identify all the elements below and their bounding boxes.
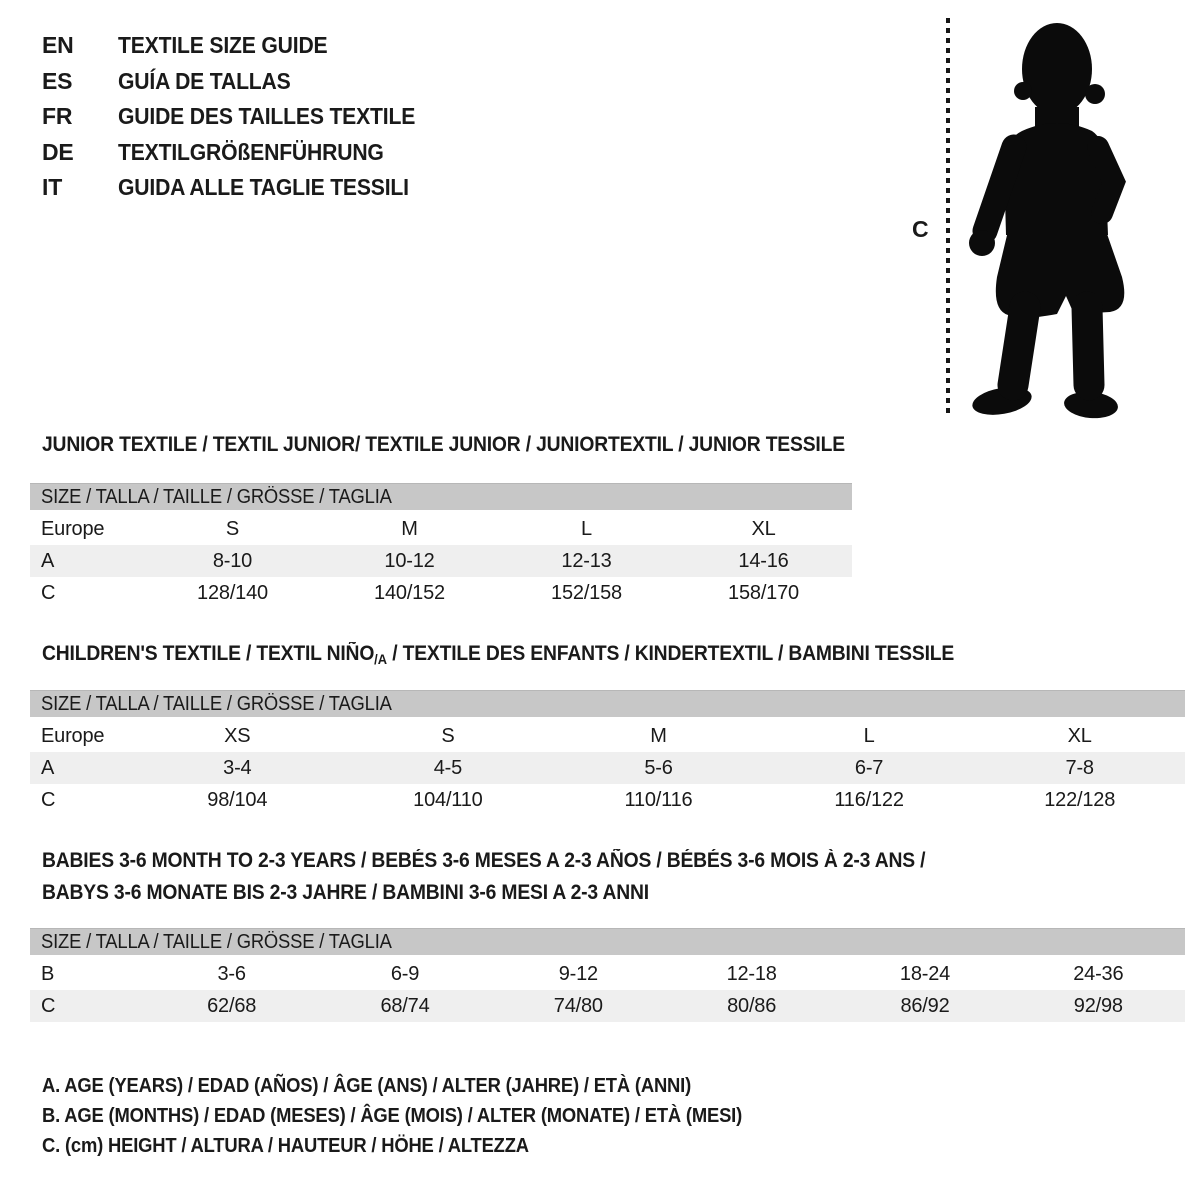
table-cell: 110/116: [624, 788, 693, 811]
table-cell: 7-8: [1065, 756, 1094, 779]
row-label: A: [41, 549, 55, 572]
legend-row: A. AGE (YEARS) / EDAD (AÑOS) / ÂGE (ANS) / ALTER (JAHRE) / ETÀ (ANNI): [42, 1074, 692, 1097]
table-cell: S: [225, 517, 240, 540]
table-cell: 6-7: [854, 756, 884, 779]
table-row-b: [30, 958, 1185, 990]
language-row: [42, 28, 441, 64]
table-cell: M: [401, 517, 418, 540]
table-cell: XL: [1067, 724, 1092, 747]
language-code: FR: [42, 103, 73, 130]
table-cell: L: [863, 724, 875, 747]
language-code: EN: [42, 32, 74, 59]
children-size-table: [30, 690, 1185, 816]
language-title-list: [42, 28, 441, 206]
table-cell: 9-12: [558, 962, 598, 985]
toddler-silhouette-icon: [962, 18, 1142, 420]
table-cell: 24-36: [1073, 962, 1124, 985]
table-cell: 68/74: [380, 994, 430, 1017]
table-cell: M: [650, 724, 667, 747]
table-cell: 62/68: [207, 994, 257, 1017]
table-cell: 104/110: [413, 788, 483, 811]
legend-row: B. AGE (MONTHS) / EDAD (MESES) / ÂGE (MOIS) / ALTER (MONATE) / ETÀ (MESI): [42, 1104, 743, 1127]
language-row: [42, 99, 441, 135]
table-cell: 6-9: [390, 962, 420, 985]
language-guide-title: GUIDA ALLE TAGLIE TESSILI: [118, 174, 409, 201]
table-cell: 86/92: [900, 994, 950, 1017]
row-label: C: [41, 788, 56, 811]
table-cell: 8-10: [212, 549, 253, 572]
table-row-c: [30, 577, 852, 609]
table-cell: 140/152: [374, 581, 445, 604]
language-row: [42, 135, 441, 171]
table-row-europe: [30, 720, 1185, 752]
table-cell: 98/104: [207, 788, 268, 811]
table-cell: 128/140: [197, 581, 268, 604]
table-cell: XL: [751, 517, 776, 540]
table-cell: S: [441, 724, 455, 747]
table-cell: 122/128: [1044, 788, 1116, 811]
legend-row: C. (cm) HEIGHT / ALTURA / HAUTEUR / HÖHE / ALTEZZA: [42, 1134, 529, 1157]
language-code: IT: [42, 174, 63, 201]
table-cell: 5-6: [644, 756, 673, 779]
babies-section-heading-line2: BABYS 3-6 MONATE BIS 2-3 JAHRE / BAMBINI 3-6 MESI A 2-3 ANNI: [42, 881, 649, 904]
row-label: B: [41, 962, 55, 985]
size-header-bar: SIZE / TALLA / TAILLE / GRÖSSE / TAGLIA: [30, 928, 1185, 955]
table-cell: L: [581, 517, 592, 540]
table-row-a: [30, 545, 852, 577]
table-cell: 12-18: [726, 962, 777, 985]
table-cell: 3-4: [223, 756, 252, 779]
figure-c-label: C: [912, 216, 929, 242]
language-code: DE: [42, 138, 74, 165]
table-cell: 158/170: [728, 581, 799, 604]
language-guide-title: GUIDE DES TAILLES TEXTILE: [118, 103, 416, 130]
nino-a-subscript: /A: [374, 651, 388, 667]
table-cell: 92/98: [1073, 994, 1123, 1017]
table-row-c: [30, 990, 1185, 1022]
junior-size-table: [30, 483, 852, 609]
table-cell: 74/80: [553, 994, 603, 1017]
table-row-a: [30, 752, 1185, 784]
row-label: C: [41, 994, 56, 1017]
row-label: Europe: [41, 724, 105, 747]
row-label: C: [41, 581, 56, 604]
table-row-c: [30, 784, 1185, 816]
row-label: Europe: [41, 517, 105, 540]
junior-section-heading: JUNIOR TEXTILE / TEXTIL JUNIOR/ TEXTILE JUNIOR / JUNIORTEXTIL / JUNIOR TESSILE: [42, 433, 845, 456]
table-cell: 12-13: [561, 549, 612, 572]
table-cell: 10-12: [384, 549, 435, 572]
language-row: [42, 64, 441, 100]
size-header-bar: SIZE / TALLA / TAILLE / GRÖSSE / TAGLIA: [30, 690, 1185, 717]
table-cell: 18-24: [899, 962, 951, 985]
table-cell: 4-5: [433, 756, 463, 779]
language-row: [42, 170, 441, 206]
table-row-europe: [30, 513, 852, 545]
height-measure-figure: [890, 0, 1170, 440]
babies-size-table: [30, 928, 1185, 1022]
babies-section-heading-line1: BABIES 3-6 MONTH TO 2-3 YEARS / BEBÉS 3-6 MESES A 2-3 AÑOS / BÉBÉS 3-6 MOIS À 2-3 ANS /: [42, 849, 926, 872]
table-cell: XS: [224, 724, 251, 747]
row-label: A: [41, 756, 55, 779]
language-code: ES: [42, 67, 73, 94]
language-guide-title: GUÍA DE TALLAS: [118, 67, 291, 94]
table-cell: 14-16: [738, 549, 789, 572]
measurement-legend: [42, 1071, 803, 1161]
table-cell: 3-6: [217, 962, 246, 985]
height-dashed-line: [946, 18, 950, 416]
language-guide-title: TEXTILE SIZE GUIDE: [118, 32, 328, 59]
table-cell: 116/122: [834, 788, 904, 811]
table-cell: 80/86: [727, 994, 777, 1017]
children-section-heading: CHILDREN'S TEXTILE / TEXTIL NIÑO/A / TEXTILE DES ENFANTS / KINDERTEXTIL / BAMBINI TESSILE: [42, 642, 955, 667]
language-guide-title: TEXTILGRÖßENFÜHRUNG: [118, 138, 384, 165]
size-header-bar: SIZE / TALLA / TAILLE / GRÖSSE / TAGLIA: [30, 483, 852, 510]
table-cell: 152/158: [551, 581, 622, 604]
